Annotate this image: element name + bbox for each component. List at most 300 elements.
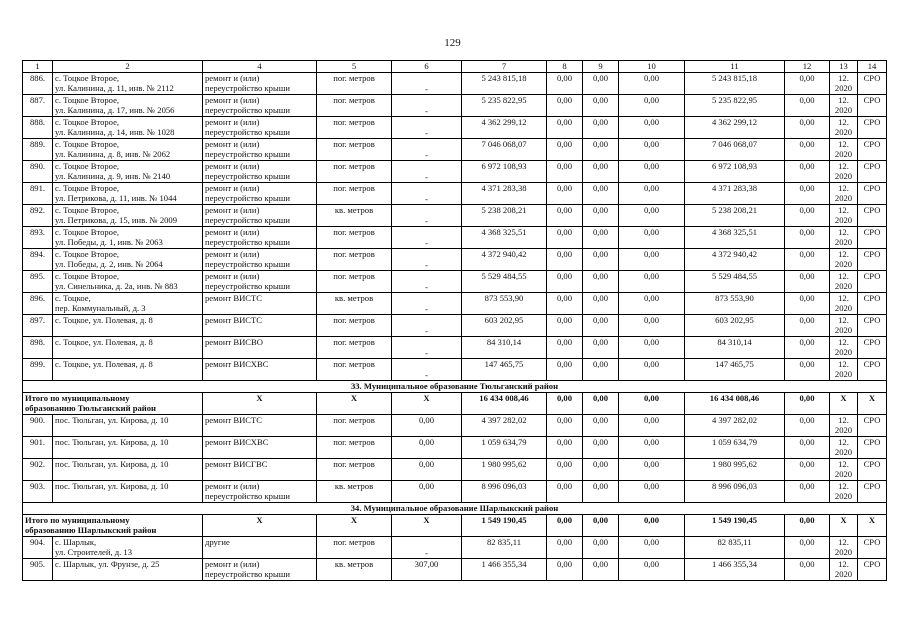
col-12: 0,00	[785, 73, 830, 95]
completion-date-line-1: 12.	[838, 249, 849, 259]
quantity: 307,00	[392, 559, 462, 581]
total-cost: 82 835,11	[462, 537, 547, 559]
table-row	[23, 249, 887, 271]
method: СРО	[858, 459, 887, 481]
completion-date-line-1: 12.	[838, 117, 849, 127]
unit: пог. метров	[317, 95, 392, 117]
address-line-1: с. Тоцкое Второе,	[55, 95, 120, 105]
address	[53, 161, 203, 183]
unit: кв. метров	[317, 293, 392, 315]
completion-date: X	[830, 515, 858, 537]
col-12: 0,00	[785, 337, 830, 359]
col-10: 0,00	[619, 481, 685, 503]
col-12: 0,00	[785, 227, 830, 249]
total-cost: 84 310,14	[462, 337, 547, 359]
address-line-1: с. Тоцкое, ул. Полевая, д. 8	[55, 315, 153, 325]
repair-program-table	[22, 60, 887, 581]
unit: пог. метров	[317, 73, 392, 95]
method: X	[858, 515, 887, 537]
completion-date-line-2: 2020	[834, 83, 853, 93]
col-11: 1 466 355,34	[685, 559, 785, 581]
quantity: 0,00	[392, 459, 462, 481]
col-10: 0,00	[619, 293, 685, 315]
table-row	[23, 73, 887, 95]
address-line-1: с. Шарлык, ул. Фрунзе, д. 25	[55, 559, 160, 569]
completion-date-line-2: 2020	[834, 547, 853, 557]
col-9: 0,00	[583, 559, 619, 581]
address	[53, 73, 203, 95]
col-12: 0,00	[785, 139, 830, 161]
unit: пог. метров	[317, 271, 392, 293]
col-8: 0,00	[547, 73, 583, 95]
completion-date	[830, 249, 858, 271]
completion-date-line-2: 2020	[834, 447, 853, 457]
address	[53, 117, 203, 139]
col-10: 0,00	[619, 227, 685, 249]
col-8: 0,00	[547, 293, 583, 315]
column-number-header	[23, 61, 887, 73]
completion-date	[830, 359, 858, 381]
col-8: 0,00	[547, 161, 583, 183]
completion-date-line-1: 12.	[838, 161, 849, 171]
completion-date	[830, 459, 858, 481]
completion-date	[830, 315, 858, 337]
row-number: 895.	[23, 271, 53, 293]
table-row	[23, 437, 887, 459]
address	[53, 271, 203, 293]
table-row	[23, 271, 887, 293]
work-type-line-1: ремонт и (или)	[205, 249, 260, 259]
address	[53, 293, 203, 315]
completion-date-line-2: 2020	[834, 171, 853, 181]
column-number: 8	[547, 61, 583, 73]
col-11: 5 238 208,21	[685, 205, 785, 227]
col-10: 0,00	[619, 437, 685, 459]
address-line-1: пос. Тюльган, ул. Кирова, д. 10	[55, 437, 169, 447]
column-number: 13	[830, 61, 858, 73]
column-number: 1	[23, 61, 53, 73]
quantity: -	[392, 161, 462, 183]
completion-date	[830, 205, 858, 227]
col-9: 0,00	[583, 205, 619, 227]
unit: пог. метров	[317, 249, 392, 271]
total-label-line: образованию Шарлыкский район	[25, 525, 157, 535]
work-type	[203, 481, 317, 503]
completion-date-line-1: 12.	[838, 271, 849, 281]
total-label	[23, 393, 203, 415]
unit: пог. метров	[317, 139, 392, 161]
work-type	[203, 415, 317, 437]
total-cost: 4 397 282,02	[462, 415, 547, 437]
quantity: -	[392, 359, 462, 381]
unit: пог. метров	[317, 459, 392, 481]
column-number: 11	[685, 61, 785, 73]
address-line-2: ул. Победы, д. 1, инв. № 2063	[55, 237, 163, 247]
address	[53, 315, 203, 337]
col-9: 0,00	[583, 515, 619, 537]
work-type-line-2: переустройство крыши	[205, 569, 290, 579]
address	[53, 459, 203, 481]
address-line-1: с. Тоцкое, ул. Полевая, д. 8	[55, 359, 153, 369]
work-type	[203, 183, 317, 205]
col-9: 0,00	[583, 459, 619, 481]
quantity: -	[392, 315, 462, 337]
col-11: 1 980 995,62	[685, 459, 785, 481]
completion-date-line-1: 12.	[838, 293, 849, 303]
col-12: 0,00	[785, 481, 830, 503]
quantity: -	[392, 73, 462, 95]
col-12: 0,00	[785, 293, 830, 315]
col-11: 1 549 190,45	[685, 515, 785, 537]
unit: пог. метров	[317, 117, 392, 139]
column-number: 9	[583, 61, 619, 73]
work-type-line-1: ремонт ВИСВО	[205, 337, 263, 347]
completion-date-line-2: 2020	[834, 281, 853, 291]
completion-date	[830, 161, 858, 183]
method: СРО	[858, 95, 887, 117]
method: СРО	[858, 73, 887, 95]
col-8: 0,00	[547, 559, 583, 581]
completion-date-line-1: 12.	[838, 481, 849, 491]
col-12: 0,00	[785, 515, 830, 537]
col-8: 0,00	[547, 315, 583, 337]
work-type	[203, 95, 317, 117]
address-line-2: ул. Калинина, д. 9, инв. № 2140	[55, 171, 171, 181]
total-cost: 873 553,90	[462, 293, 547, 315]
method: СРО	[858, 139, 887, 161]
address-line-1: с. Тоцкое Второе,	[55, 161, 120, 171]
completion-date	[830, 73, 858, 95]
work-type-line-1: ремонт и (или)	[205, 95, 260, 105]
col-11: 603 202,95	[685, 315, 785, 337]
address-line-1: с. Шарлык,	[55, 537, 97, 547]
work-type: X	[203, 515, 317, 537]
address-line-1: с. Тоцкое Второе,	[55, 73, 120, 83]
column-number: 2	[53, 61, 203, 73]
work-type-line-1: ремонт и (или)	[205, 559, 260, 569]
quantity: -	[392, 293, 462, 315]
col-8: 0,00	[547, 139, 583, 161]
quantity: -	[392, 183, 462, 205]
col-10: 0,00	[619, 117, 685, 139]
col-12: 0,00	[785, 95, 830, 117]
col-9: 0,00	[583, 271, 619, 293]
unit: пог. метров	[317, 227, 392, 249]
col-9: 0,00	[583, 139, 619, 161]
col-10: 0,00	[619, 559, 685, 581]
method: СРО	[858, 481, 887, 503]
completion-date-line-2: 2020	[834, 325, 853, 335]
completion-date	[830, 183, 858, 205]
column-number: 4	[203, 61, 317, 73]
column-number: 12	[785, 61, 830, 73]
address-line-2: ул. Калинина, д. 17, инв. № 2056	[55, 105, 175, 115]
total-cost: 4 371 283,38	[462, 183, 547, 205]
completion-date	[830, 481, 858, 503]
total-label-line: образованию Тюльганский район	[25, 403, 156, 413]
work-type	[203, 537, 317, 559]
address	[53, 559, 203, 581]
address-line-1: пос. Тюльган, ул. Кирова, д. 10	[55, 459, 169, 469]
work-type-line-1: ремонт ВИСГВС	[205, 459, 268, 469]
quantity: -	[392, 95, 462, 117]
total-cost: 1 466 355,34	[462, 559, 547, 581]
col-8: 0,00	[547, 481, 583, 503]
col-8: 0,00	[547, 437, 583, 459]
completion-date-line-2: 2020	[834, 259, 853, 269]
method: СРО	[858, 227, 887, 249]
total-label-line: Итого по муниципальному	[25, 515, 130, 525]
method: СРО	[858, 293, 887, 315]
row-number: 898.	[23, 337, 53, 359]
unit: пог. метров	[317, 315, 392, 337]
work-type-line-2: переустройство крыши	[205, 491, 290, 501]
address-line-1: с. Тоцкое Второе,	[55, 227, 120, 237]
col-9: 0,00	[583, 359, 619, 381]
col-9: 0,00	[583, 161, 619, 183]
address-line-2: ул. Строителей, д. 13	[55, 547, 133, 557]
completion-date	[830, 95, 858, 117]
table-row	[23, 315, 887, 337]
table-row	[23, 337, 887, 359]
address-line-2: ул. Калинина, д. 8, инв. № 2062	[55, 149, 171, 159]
method: X	[858, 393, 887, 415]
completion-date-line-1: 12.	[838, 315, 849, 325]
work-type-line-1: ремонт и (или)	[205, 227, 260, 237]
unit: пог. метров	[317, 337, 392, 359]
table-row	[23, 481, 887, 503]
total-label	[23, 515, 203, 537]
completion-date	[830, 227, 858, 249]
quantity: 0,00	[392, 481, 462, 503]
work-type-line-1: ремонт и (или)	[205, 183, 260, 193]
row-number: 889.	[23, 139, 53, 161]
total-cost: 4 372 940,42	[462, 249, 547, 271]
quantity: -	[392, 271, 462, 293]
method: СРО	[858, 117, 887, 139]
address	[53, 359, 203, 381]
unit: пог. метров	[317, 359, 392, 381]
col-10: 0,00	[619, 537, 685, 559]
work-type-line-2: переустройство крыши	[205, 259, 290, 269]
work-type-line-2: переустройство крыши	[205, 149, 290, 159]
column-number: 6	[392, 61, 462, 73]
total-cost: 1 549 190,45	[462, 515, 547, 537]
completion-date-line-1: 12.	[838, 537, 849, 547]
section-title: 33. Муниципальное образование Тюльганский район	[23, 381, 887, 393]
col-9: 0,00	[583, 227, 619, 249]
total-cost: 8 996 096,03	[462, 481, 547, 503]
completion-date-line-2: 2020	[834, 425, 853, 435]
completion-date-line-2: 2020	[834, 347, 853, 357]
col-11: 8 996 096,03	[685, 481, 785, 503]
col-8: 0,00	[547, 415, 583, 437]
row-number: 896.	[23, 293, 53, 315]
completion-date	[830, 437, 858, 459]
address-line-1: с. Тоцкое Второе,	[55, 139, 120, 149]
col-10: 0,00	[619, 515, 685, 537]
unit: пог. метров	[317, 183, 392, 205]
work-type-line-1: ремонт ВИСТС	[205, 315, 263, 325]
quantity: -	[392, 205, 462, 227]
col-9: 0,00	[583, 537, 619, 559]
unit: X	[317, 393, 392, 415]
method: СРО	[858, 559, 887, 581]
work-type	[203, 293, 317, 315]
method: СРО	[858, 415, 887, 437]
completion-date-line-2: 2020	[834, 105, 853, 115]
completion-date-line-2: 2020	[834, 149, 853, 159]
method: СРО	[858, 315, 887, 337]
table-row	[23, 227, 887, 249]
col-11: 5 235 822,95	[685, 95, 785, 117]
table-row	[23, 205, 887, 227]
completion-date-line-1: 12.	[838, 415, 849, 425]
row-number: 899.	[23, 359, 53, 381]
completion-date-line-1: 12.	[838, 95, 849, 105]
completion-date	[830, 271, 858, 293]
work-type	[203, 117, 317, 139]
total-row	[23, 393, 887, 415]
completion-date-line-2: 2020	[834, 193, 853, 203]
address	[53, 481, 203, 503]
page-number: 129	[444, 37, 461, 49]
row-number: 902.	[23, 459, 53, 481]
table-row	[23, 415, 887, 437]
quantity: -	[392, 249, 462, 271]
col-11: 4 362 299,12	[685, 117, 785, 139]
work-type-line-1: ремонт ВИСХВС	[205, 359, 269, 369]
col-9: 0,00	[583, 293, 619, 315]
unit: пог. метров	[317, 537, 392, 559]
unit: кв. метров	[317, 205, 392, 227]
work-type-line-1: ремонт и (или)	[205, 161, 260, 171]
col-8: 0,00	[547, 359, 583, 381]
col-12: 0,00	[785, 437, 830, 459]
table-row	[23, 459, 887, 481]
completion-date-line-2: 2020	[834, 491, 853, 501]
completion-date	[830, 537, 858, 559]
method: СРО	[858, 249, 887, 271]
col-8: 0,00	[547, 337, 583, 359]
address	[53, 227, 203, 249]
col-10: 0,00	[619, 139, 685, 161]
col-11: 4 371 283,38	[685, 183, 785, 205]
address-line-2: ул. Калинина, д. 11, инв. № 2112	[55, 83, 174, 93]
unit: кв. метров	[317, 481, 392, 503]
col-11: 84 310,14	[685, 337, 785, 359]
col-11: 873 553,90	[685, 293, 785, 315]
col-9: 0,00	[583, 249, 619, 271]
col-10: 0,00	[619, 271, 685, 293]
address-line-1: с. Тоцкое,	[55, 293, 91, 303]
total-cost: 5 235 822,95	[462, 95, 547, 117]
work-type	[203, 249, 317, 271]
work-type	[203, 459, 317, 481]
col-9: 0,00	[583, 315, 619, 337]
completion-date-line-1: 12.	[838, 359, 849, 369]
row-number: 901.	[23, 437, 53, 459]
work-type-line-1: ремонт ВИСХВС	[205, 437, 269, 447]
table-row	[23, 537, 887, 559]
col-12: 0,00	[785, 537, 830, 559]
col-10: 0,00	[619, 183, 685, 205]
total-cost: 16 434 008,46	[462, 393, 547, 415]
total-cost: 4 362 299,12	[462, 117, 547, 139]
work-type-line-1: ремонт ВИСТС	[205, 415, 263, 425]
unit: кв. метров	[317, 559, 392, 581]
unit: пог. метров	[317, 437, 392, 459]
col-8: 0,00	[547, 227, 583, 249]
address	[53, 249, 203, 271]
row-number: 900.	[23, 415, 53, 437]
col-11: 5 529 484,55	[685, 271, 785, 293]
row-number: 892.	[23, 205, 53, 227]
table-row	[23, 559, 887, 581]
work-type	[203, 437, 317, 459]
col-9: 0,00	[583, 117, 619, 139]
quantity: X	[392, 393, 462, 415]
completion-date	[830, 117, 858, 139]
quantity: -	[392, 227, 462, 249]
completion-date-line-1: 12.	[838, 227, 849, 237]
completion-date: X	[830, 393, 858, 415]
col-10: 0,00	[619, 161, 685, 183]
address-line-1: пос. Тюльган, ул. Кирова, д. 10	[55, 481, 169, 491]
total-cost: 4 368 325,51	[462, 227, 547, 249]
work-type-line-1: ремонт и (или)	[205, 481, 260, 491]
address	[53, 183, 203, 205]
completion-date-line-2: 2020	[834, 237, 853, 247]
completion-date	[830, 139, 858, 161]
completion-date-line-1: 12.	[838, 559, 849, 569]
col-11: 82 835,11	[685, 537, 785, 559]
quantity: -	[392, 537, 462, 559]
completion-date-line-1: 12.	[838, 337, 849, 347]
work-type	[203, 271, 317, 293]
col-10: 0,00	[619, 459, 685, 481]
row-number: 887.	[23, 95, 53, 117]
column-number: 7	[462, 61, 547, 73]
column-number: 14	[858, 61, 887, 73]
col-12: 0,00	[785, 161, 830, 183]
method: СРО	[858, 337, 887, 359]
col-12: 0,00	[785, 271, 830, 293]
unit: пог. метров	[317, 415, 392, 437]
completion-date	[830, 337, 858, 359]
col-11: 7 046 068,07	[685, 139, 785, 161]
address-line-2: ул. Победы, д. 2, инв. № 2064	[55, 259, 163, 269]
col-8: 0,00	[547, 459, 583, 481]
table-row	[23, 359, 887, 381]
work-type-line-2: переустройство крыши	[205, 237, 290, 247]
col-11: 6 972 108,93	[685, 161, 785, 183]
col-9: 0,00	[583, 393, 619, 415]
method: СРО	[858, 537, 887, 559]
quantity: -	[392, 337, 462, 359]
col-8: 0,00	[547, 393, 583, 415]
col-9: 0,00	[583, 337, 619, 359]
col-12: 0,00	[785, 459, 830, 481]
completion-date-line-1: 12.	[838, 459, 849, 469]
work-type-line-2: переустройство крыши	[205, 83, 290, 93]
col-10: 0,00	[619, 95, 685, 117]
quantity: 0,00	[392, 415, 462, 437]
col-8: 0,00	[547, 183, 583, 205]
col-11: 5 243 815,18	[685, 73, 785, 95]
column-number: 5	[317, 61, 392, 73]
address-line-1: с. Тоцкое Второе,	[55, 271, 120, 281]
